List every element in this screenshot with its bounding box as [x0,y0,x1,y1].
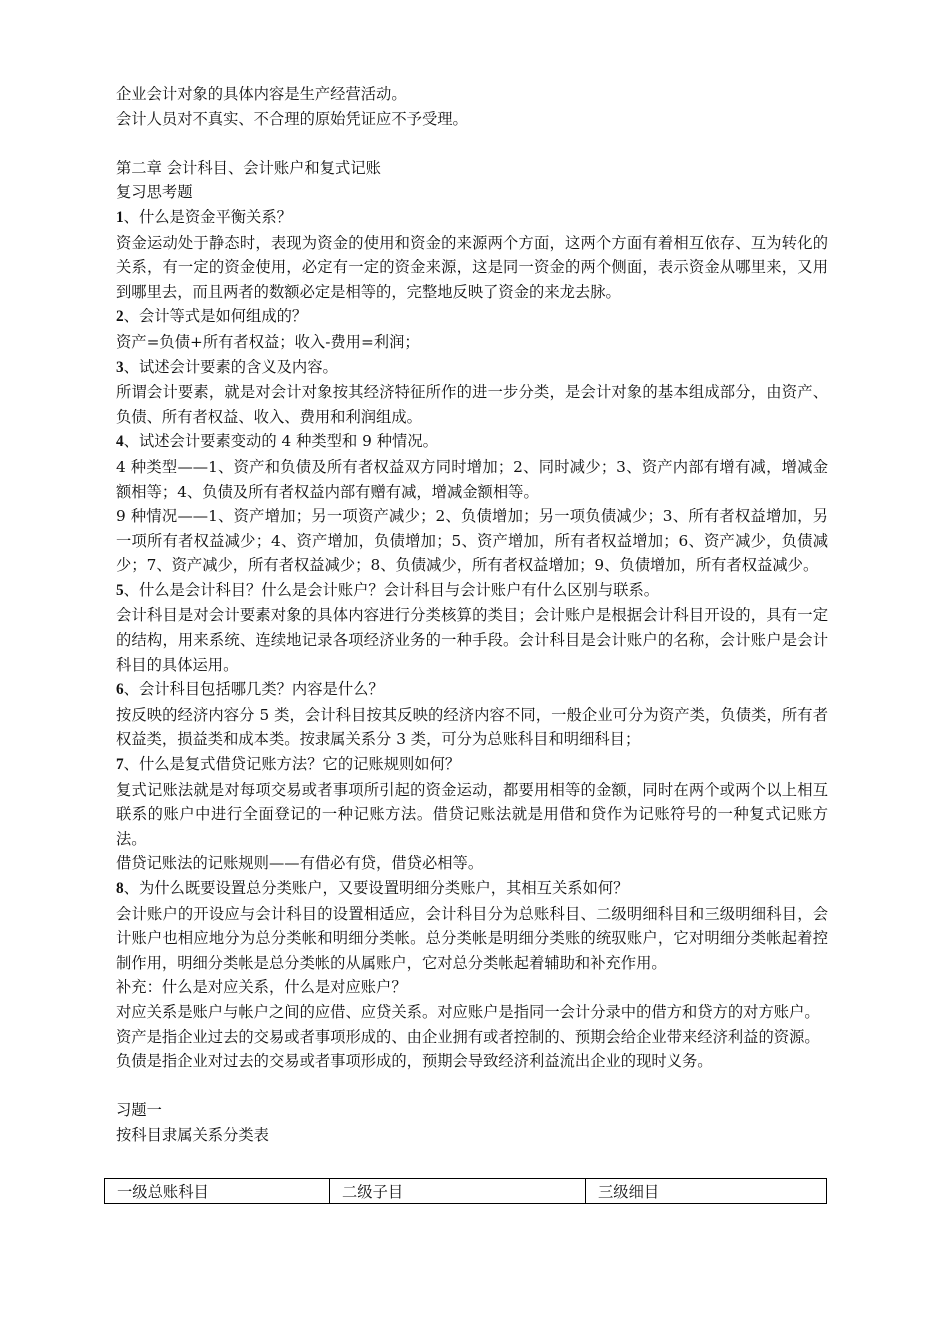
blank-line [116,1074,828,1099]
exercise-title: 习题一 [116,1101,162,1120]
section-title: 复习思考题 [116,183,193,202]
question-text: 、为什么既要设置总分类账户，又要设置明细分类账户，其相互关系如何？ [123,879,629,897]
answer-paragraph: 负债是指企业对过去的交易或者事项形成的，预期会导致经济利益流出企业的现时义务。 [116,1052,713,1071]
document-body [116,82,828,1148]
answer-paragraph: 所谓会计要素，就是对会计对象按其经济特征所作的进一步分类，是会计对象的基本组成部分，由资产、负债、所有者权益、收入、费用和利润组成。 [116,383,828,426]
question-text: 、会计等式是如何组成的？ [123,307,308,326]
classification-table [104,1178,827,1204]
question-text: 、试述会计要素变动的 4 种类型和 9 种情况。 [123,432,438,451]
question-text: 、什么是资金平衡关系？ [123,207,292,226]
question [116,578,828,604]
question [116,355,828,381]
question-number: 3 [116,358,124,376]
answer-paragraph: 会计科目是对会计要素对象的具体内容进行分类核算的类目；会计账户是根据会计科目开设的，具有一定的结构，用来系统、连续地记录各项经济业务的一种手段。会计科目是会计账户的名称，会计账户是会计科目的具体运用。 [116,606,828,674]
intro-line: 会计人员对不真实、不合理的原始凭证应不予受理。 [116,109,468,128]
question-number: 5 [116,581,124,599]
answer-paragraph: 复式记账法就是对每项交易或者事项所引起的资金运动，都要用相等的金额，同时在两个或两个以上相互联系的账户中进行全面登记的一种记账方法。借贷记账法就是用借和贷作为记账符号的一种复式记账方法。 [116,780,828,848]
question-number: 2 [116,308,124,326]
table-header-cell: 一级总账科目 [105,1179,330,1204]
blank-line [116,131,828,156]
table-header-cell: 三级细目 [586,1179,827,1204]
question-text: 、会计科目包括哪几类？内容是什么？ [123,680,384,699]
answer-paragraph: 对应关系是账户与帐户之间的应借、应贷关系。对应账户是指同一会计分录中的借方和贷方的对方账户。 [116,1002,820,1021]
answer-paragraph: 资金运动处于静态时，表现为资金的使用和资金的来源两个方面，这两个方面有着相互依存、互为转化的关系，有一定的资金使用，必定有一定的资金来源，这是同一资金的两个侧面，表示资金从哪里来，又用到哪里去，而且两者的数额必定是相等的，完整地反映了资金的来龙去脉。 [116,233,828,301]
question [116,752,828,778]
table-header-cell: 二级子目 [330,1179,586,1204]
question-text: 、什么是会计科目？什么是会计账户？会计科目与会计账户有什么区别与联系。 [123,580,660,599]
chapter-title: 第二章 会计科目、会计账户和复式记账 [116,158,381,177]
answer-paragraph: 会计账户的开设应与会计科目的设置相适应，会计科目分为总账科目、二级明细科目和三级明细科目，会计账户也相应地分为总分类帐和明细分类帐。总分类帐是明细分类账的统驭账户，它对明细分类帐起着控制作用，明细分类帐是总分类帐的从属账户，它对总分类帐起着辅助和补充作用。 [116,904,828,972]
question-text: 、试述会计要素的含义及内容。 [123,357,338,376]
question [116,304,828,330]
answer-paragraph: 9 种情况——1、资产增加；另一项资产减少；2、负债增加；另一项负债减少；3、所有者权益增加，另一项所有者权益减少；4、资产增加，负债增加；5、资产增加，所有者权益增加；6、资产减少，负债减少；7、资产减少，所有者权益减少；8、负债减少，所有者权益增加；9、负债增加，所有者权益减少。 [116,507,828,575]
question-text: 、什么是复式借贷记账方法？它的记账规则如何？ [123,755,461,774]
question-number: 4 [116,433,124,451]
answer-paragraph: 按反映的经济内容分 5 类，会计科目按其反映的经济内容不同，一般企业可分为资产类，负债类，所有者权益类，损益类和成本类。按隶属关系分 3 类，可分为总账科目和明细科目； [116,705,828,749]
intro-line: 企业会计对象的具体内容是生产经营活动。 [116,85,407,103]
answer-paragraph: 资产是指企业过去的交易或者事项形成的、由企业拥有或者控制的、预期会给企业带来经济利益的资源。 [116,1027,820,1046]
question [116,876,828,902]
question-number: 6 [116,681,124,699]
answer-paragraph: 资产=负债+所有者权益；收入-费用=利润； [116,332,420,351]
answer-paragraph: 借贷记账法的记账规则——有借必有贷，借贷必相等。 [116,854,484,873]
question-number: 8 [116,880,124,897]
qa-list [116,205,828,1074]
question-number: 1 [116,208,124,226]
table-caption: 按科目隶属关系分类表 [116,1125,269,1144]
answer-paragraph: 补充：什么是对应关系，什么是对应账户？ [116,978,407,997]
table-header-row [105,1179,827,1204]
question [116,205,828,231]
question [116,429,828,455]
question [116,677,828,703]
answer-paragraph: 4 种类型——1、资产和负债及所有者权益双方同时增加；2、同时减少；3、资产内部有增有减，增减金额相等；4、负债及所有者权益内部有赠有减，增减金额相等。 [116,457,828,501]
question-number: 7 [116,756,124,774]
